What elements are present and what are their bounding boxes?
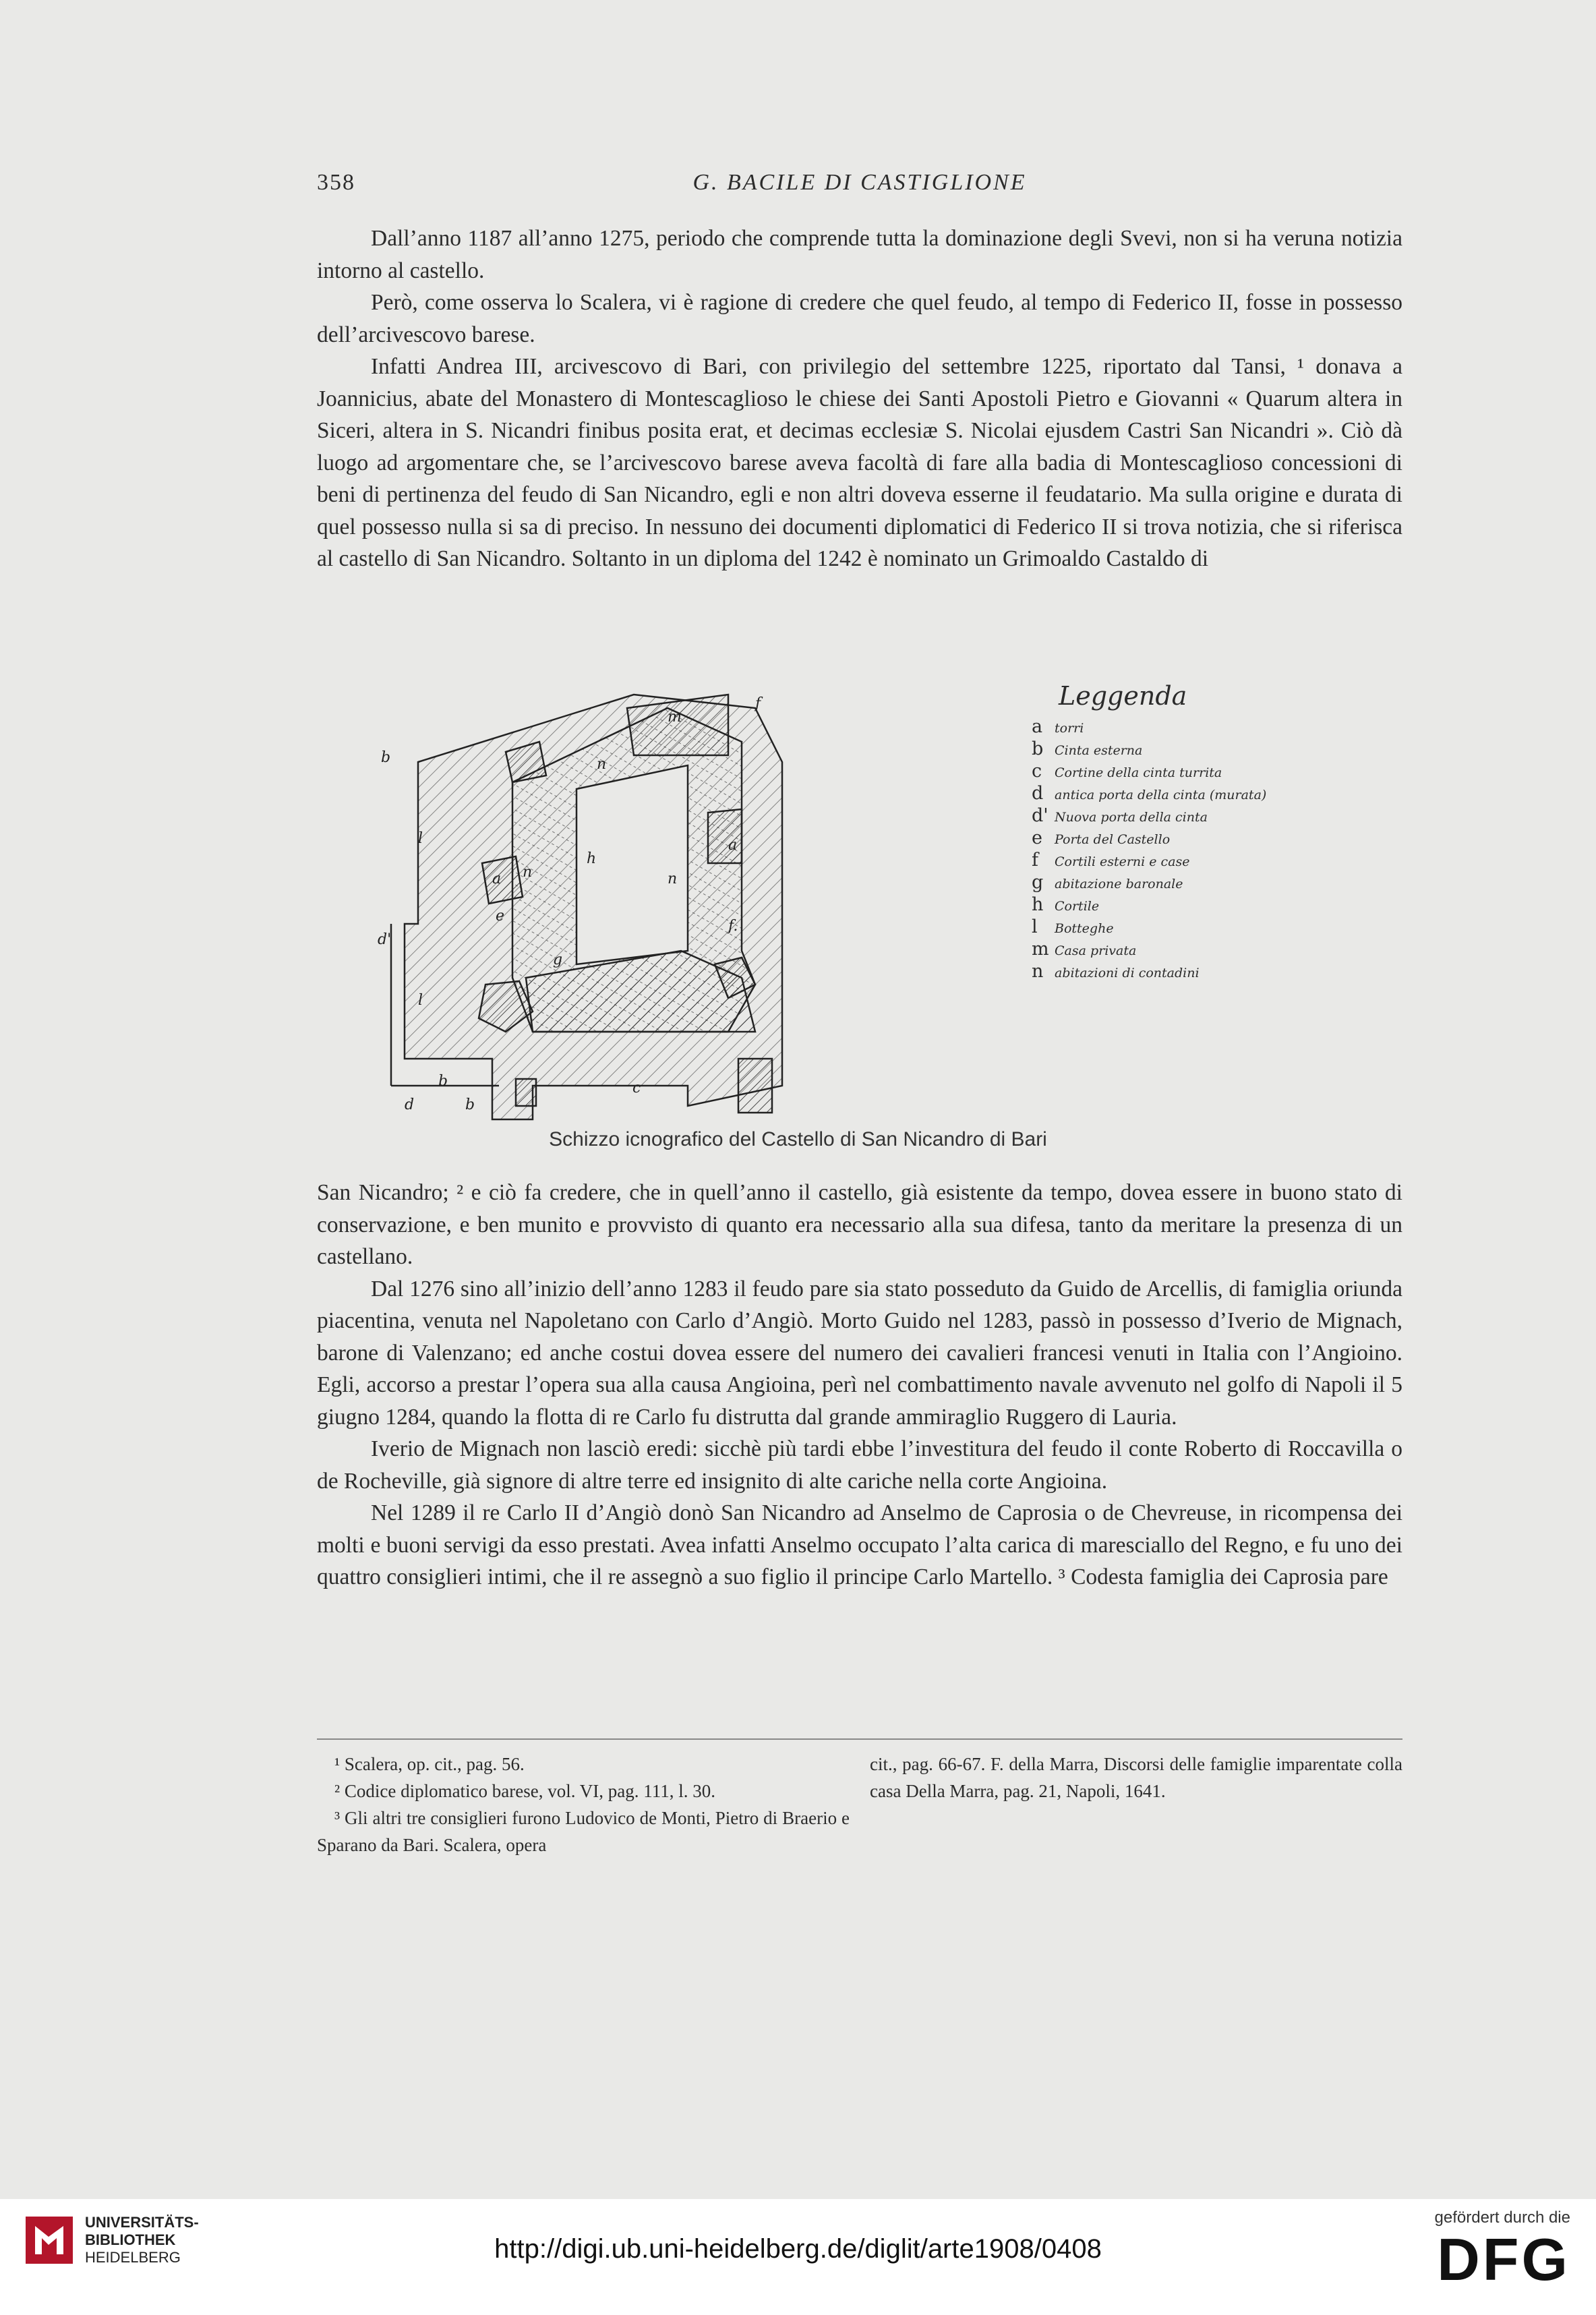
plan-label: d bbox=[405, 1096, 415, 1113]
permalink-url[interactable]: http://digi.ub.uni-heidelberg.de/diglit/arte1908/0408 bbox=[494, 2234, 1102, 2264]
plan-label: d' bbox=[378, 931, 392, 948]
plan-label: l bbox=[418, 992, 423, 1009]
plan-label: b bbox=[438, 1073, 448, 1090]
legend-item: c Cortine della cinta turrita bbox=[1032, 761, 1222, 782]
footnote-rule bbox=[317, 1738, 1402, 1740]
footnote: ¹ Scalera, op. cit., pag. 56. bbox=[334, 1754, 525, 1774]
paragraph: Dal 1276 sino all’inizio dell’anno 1283 il feudo pare sia stato posseduto da Guido de Arcellis, di famiglia oriunda piacentina, venuta nel Napoletano con Carlo d’Angiò. Morto Guido nel 1283, passò in possesso d’Iverio de Mignach, barone di Valenzano; ed anche costui dovea essere del numero dei cavalieri francesi venuti in Italia con l’Angioino. Egli, accorso a prestar l’opera sua alla causa Angioina, perì nel combattimento navale avvenuto nel golfo di Napoli il 5 giugno 1284, quando la flotta di re Carlo fu distrutta dal grande ammiraglio Ruggero di Lauria. bbox=[317, 1276, 1402, 1430]
footnotes-left-column bbox=[317, 1751, 850, 1858]
sponsor-text: gefördert durch die bbox=[1434, 2208, 1570, 2227]
footnote: ³ Gli altri tre consiglieri furono Ludovico de Monti, Pietro di Braerio e Sparano da Bari. Scalera, opera bbox=[317, 1808, 850, 1855]
dfg-logo: DFG bbox=[1437, 2226, 1570, 2293]
legend-item: b Cinta esterna bbox=[1032, 738, 1143, 759]
digitization-footer bbox=[0, 2199, 1596, 2315]
footnote: cit., pag. 66-67. F. della Marra, Discorsi delle famiglie imparentate colla casa Della Marra, pag. 21, Napoli, 1641. bbox=[870, 1754, 1402, 1801]
page-header bbox=[317, 170, 1402, 197]
body-text-bottom bbox=[317, 1177, 1402, 1593]
library-name: UNIVERSITÄTS- BIBLIOTHEK HEIDELBERG bbox=[85, 2214, 199, 2266]
plan-label: f bbox=[755, 695, 761, 712]
plan-label: g bbox=[553, 951, 563, 968]
legend-item: l Botteghe bbox=[1032, 916, 1114, 937]
paragraph: Iverio de Mignach non lasciò eredi: sicchè più tardi ebbe l’investitura del feudo il conte Roberto di Roccavilla o de Rocheville, già signore di altre terre ed insignito di alte cariche nella corte Angioina. bbox=[317, 1436, 1402, 1494]
plan-label: m bbox=[668, 709, 682, 726]
plan-label: a bbox=[728, 837, 738, 854]
footnotes-right-column bbox=[870, 1751, 1402, 1858]
legend-item: h Cortile bbox=[1032, 894, 1100, 915]
footnote: ² Codice diplomatico barese, vol. VI, pag. 111, l. 30. bbox=[334, 1781, 715, 1801]
plan-label: c bbox=[632, 1080, 641, 1096]
legend-item: g abitazione baronale bbox=[1032, 872, 1183, 893]
paragraph: Però, come osserva lo Scalera, vi è ragione di credere che quel feudo, al tempo di Federico II, fosse in possesso dell’arcivescovo barese. bbox=[317, 290, 1402, 347]
legend-title: Leggenda bbox=[1059, 681, 1187, 711]
plan-label: f. bbox=[728, 918, 738, 935]
figure-caption: Schizzo icnografico del Castello di San Nicandro di Bari bbox=[549, 1128, 1047, 1150]
plan-label: n bbox=[597, 756, 607, 773]
paragraph: Dall’anno 1187 all’anno 1275, periodo che comprende tutta la dominazione degli Svevi, non si ha veruna notizia intorno al castello. bbox=[317, 226, 1402, 283]
paragraph: Infatti Andrea III, arcivescovo di Bari, con privilegio del settembre 1225, riportato dal Tansi, ¹ donava a Joannicius, abate del Monastero di Montescaglioso le chiese dei Santi Apostoli Pietro e Giovanni « Quarum altera in Siceri, altera in S. Nicandri finibus posita erat, et decimas ecclesiæ S. Nicolai ejusdem Castri San Nicandri ». Ciò dà luogo ad argomentare che, se l’arcivescovo barese aveva facoltà di fare alla badia di Montescaglioso concessioni di beni di pertinenza del feudo di San Nicandro, egli e non altri doveva esserne il feudatario. Ma sulla origine e durata di quel possesso nulla si sa di preciso. In nessuno dei documenti diplomatici di Federico II si trova notizia, che si riferisca al castello di San Nicandro. Soltanto in un diploma del 1242 è nominato un Grimoaldo Castaldo di bbox=[317, 354, 1402, 571]
legend-item: a torri bbox=[1032, 716, 1084, 737]
plan-label: l bbox=[418, 830, 423, 847]
castle-plan-figure bbox=[378, 681, 1295, 1126]
legend-item: m Casa privata bbox=[1032, 939, 1137, 960]
plan-label: e bbox=[496, 908, 505, 925]
plan-label: n bbox=[523, 864, 533, 881]
body-text-top bbox=[317, 223, 1402, 575]
legend-item: n abitazioni di contadini bbox=[1032, 961, 1200, 982]
footnotes bbox=[317, 1751, 1402, 1858]
plan-label: b bbox=[381, 749, 391, 766]
plan-label: n bbox=[668, 871, 678, 887]
legend-item: e Porta del Castello bbox=[1032, 827, 1171, 848]
legend-item: f Cortili esterni e case bbox=[1032, 850, 1190, 871]
castle-plan-drawing bbox=[378, 681, 984, 1126]
plan-label: b bbox=[465, 1096, 475, 1113]
running-title: G. BACILE DI CASTIGLIONE bbox=[692, 170, 1027, 195]
plan-label: a bbox=[492, 871, 502, 887]
legend-item: d' Nuova porta della cinta bbox=[1032, 805, 1208, 826]
plan-legend bbox=[1032, 681, 1328, 983]
paragraph: San Nicandro; ² e ciò fa credere, che in quell’anno il castello, già esistente da tempo, dovea essere in buono stato di conservazione, e ben munito e provvisto di quanto era necessario alla sua difesa, tanto da meritare la presenza di un castellano. bbox=[317, 1180, 1402, 1269]
legend-item: d antica porta della cinta (murata) bbox=[1032, 783, 1267, 804]
page-number: 358 bbox=[317, 170, 355, 195]
sponsor-block[interactable] bbox=[1435, 2208, 1570, 2292]
plan-label: h bbox=[587, 850, 597, 867]
paragraph: Nel 1289 il re Carlo II d’Angiò donò San Nicandro ad Anselmo de Caprosia o de Chevreuse, in ricompensa dei molti e buoni servigi da esso prestati. Avea infatti Anselmo occupato l’alta carica di maresciallo del Regno, e fu uno dei quattro consiglieri intimi, che il re assegnò a suo figlio il principe Carlo Martello. ³ Codesta famiglia dei Caprosia pare bbox=[317, 1500, 1402, 1589]
